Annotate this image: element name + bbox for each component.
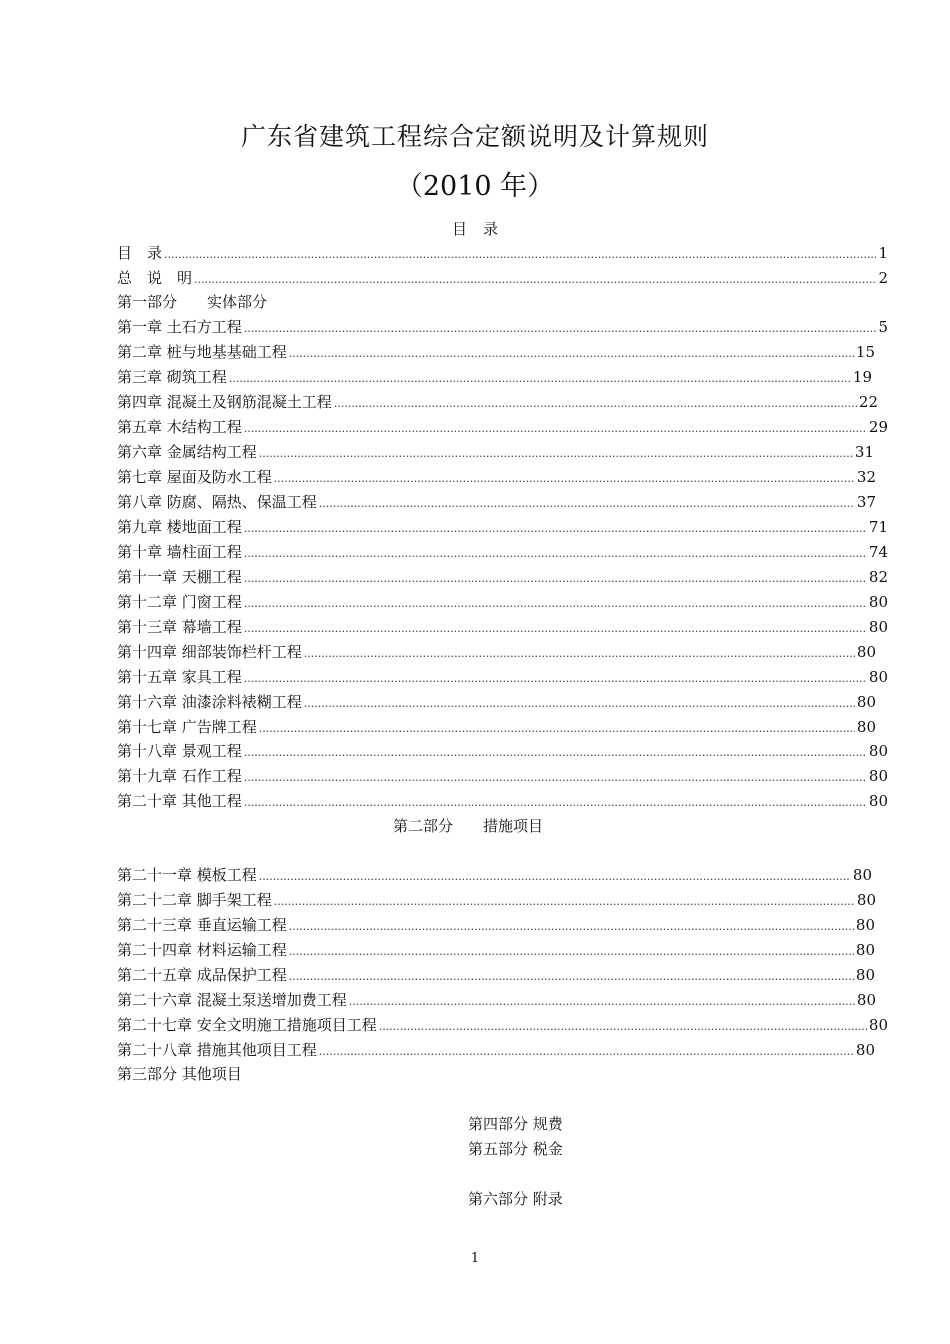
toc-entry-page: 80	[855, 966, 875, 984]
toc-entry-page: 71	[868, 518, 888, 536]
toc-leader	[319, 493, 855, 515]
document-subtitle: （2010 年）	[395, 171, 555, 202]
toc-heading-char: 目	[451, 220, 467, 238]
toc-leader	[259, 866, 851, 888]
toc-entry[interactable]	[117, 716, 876, 738]
toc-leader	[229, 368, 851, 390]
toc-entry-label: 第十三章 幕墙工程	[117, 618, 242, 636]
toc-entry-page: 31	[854, 443, 874, 461]
toc-entry-page: 80	[856, 891, 876, 909]
toc-entry-page: 80	[868, 767, 888, 785]
toc-entry-label: 第十五章 家具工程	[117, 668, 242, 686]
toc-entry-page: 29	[868, 418, 888, 436]
toc-entry[interactable]	[117, 316, 888, 338]
toc-entry[interactable]	[117, 616, 888, 638]
toc-entry-label: 第九章 楼地面工程	[117, 518, 242, 536]
part-heading: 第三部分 其他项目	[117, 1065, 242, 1083]
toc-leader	[304, 693, 855, 715]
toc-entry[interactable]	[117, 242, 888, 264]
toc-leader	[164, 244, 876, 266]
toc-entry-label: 第七章 屋面及防水工程	[117, 468, 272, 486]
toc-entry[interactable]	[117, 1039, 875, 1061]
toc-entry[interactable]	[117, 790, 888, 812]
toc-entry-label: 第十二章 门窗工程	[117, 593, 242, 611]
toc-entry-label: 第二十六章 混凝土泵送增加费工程	[117, 991, 347, 1009]
toc-entry-label: 第二十二章 脚手架工程	[117, 891, 272, 909]
toc-entry-label: 第二十一章 模板工程	[117, 866, 257, 884]
toc-leader	[274, 468, 855, 490]
toc-entry-page: 37	[856, 493, 876, 511]
toc-entry-page: 15	[855, 343, 875, 361]
toc-entry[interactable]	[117, 267, 888, 289]
toc-entry-page: 74	[868, 543, 888, 561]
toc-entry-label: 总 说 明	[117, 269, 193, 287]
toc-leader	[349, 991, 855, 1013]
toc-leader	[289, 343, 854, 365]
toc-entry-label: 第十四章 细部装饰栏杆工程	[117, 643, 302, 661]
document-title: 广东省建筑工程综合定额说明及计算规则	[240, 122, 709, 151]
toc-leader	[289, 916, 854, 938]
part-heading: 第六部分 附录	[468, 1190, 563, 1208]
toc-entry[interactable]	[117, 566, 888, 588]
toc-entry[interactable]	[117, 441, 874, 463]
toc-leader	[259, 443, 853, 465]
toc-entry[interactable]	[117, 641, 876, 663]
toc-entry-label: 第十八章 景观工程	[117, 742, 242, 760]
toc-entry[interactable]	[117, 964, 875, 986]
toc-entry-label: 第三章 砌筑工程	[117, 368, 227, 386]
part-heading: 第四部分 规费	[468, 1115, 563, 1133]
toc-entry-page: 19	[852, 368, 872, 386]
toc-entry-page: 5	[878, 318, 888, 336]
toc-entry-page: 80	[868, 618, 888, 636]
toc-entry-label: 第十一章 天棚工程	[117, 568, 242, 586]
toc-entry[interactable]	[117, 740, 888, 762]
toc-entry-page: 80	[855, 916, 875, 934]
toc-leader	[244, 767, 867, 789]
toc-entry-label: 第十章 墙柱面工程	[117, 543, 242, 561]
toc-entry-label: 第二十五章 成品保护工程	[117, 966, 287, 984]
toc-entry-page: 80	[868, 1016, 888, 1034]
toc-leader	[289, 966, 854, 988]
toc-leader	[334, 393, 857, 415]
toc-entry-label: 第十六章 油漆涂料裱糊工程	[117, 693, 302, 711]
toc-entry-page: 80	[852, 866, 872, 884]
toc-entry[interactable]	[117, 765, 888, 787]
toc-leader	[304, 643, 855, 665]
toc-leader	[244, 593, 867, 615]
toc-entry-label: 第一章 土石方工程	[117, 318, 242, 336]
toc-entry[interactable]	[117, 666, 888, 688]
toc-entry-label: 第四章 混凝土及钢筋混凝土工程	[117, 393, 332, 411]
toc-entry-page: 80	[856, 693, 876, 711]
toc-entry[interactable]	[117, 989, 876, 1011]
toc-entry-page: 32	[856, 468, 876, 486]
toc-entry[interactable]	[117, 516, 888, 538]
toc-leader	[194, 269, 876, 291]
toc-entry-label: 第二十章 其他工程	[117, 792, 242, 810]
toc-entry-page: 80	[855, 941, 875, 959]
toc-leader	[259, 718, 855, 740]
toc-entry[interactable]	[117, 591, 888, 613]
toc-entry[interactable]	[117, 341, 875, 363]
toc-leader	[274, 891, 855, 913]
toc-entry-page: 1	[878, 244, 888, 262]
toc-entry[interactable]	[117, 366, 872, 388]
toc-entry-page: 80	[855, 1041, 875, 1059]
toc-entry-label: 第二十八章 措施其他项目工程	[117, 1041, 317, 1059]
toc-entry-page: 80	[868, 792, 888, 810]
toc-entry[interactable]	[117, 391, 878, 413]
toc-entry[interactable]	[117, 889, 876, 911]
toc-entry-label: 第二十四章 材料运输工程	[117, 941, 287, 959]
part-heading: 第二部分 措施项目	[393, 817, 544, 835]
toc-leader	[319, 1041, 854, 1063]
toc-entry-label: 第五章 木结构工程	[117, 418, 242, 436]
toc-entry-page: 2	[878, 269, 888, 287]
toc-entry-label: 第六章 金属结构工程	[117, 443, 257, 461]
toc-entry-page: 80	[856, 991, 876, 1009]
toc-entry[interactable]	[117, 416, 888, 438]
toc-entry[interactable]	[117, 939, 875, 961]
part-heading: 第一部分 实体部分	[117, 293, 268, 311]
toc-entry-label: 第二章 桩与地基基础工程	[117, 343, 287, 361]
toc-entry[interactable]	[117, 1014, 888, 1036]
toc-leader	[244, 742, 867, 764]
toc-entry-label: 第八章 防腐、隔热、保温工程	[117, 493, 317, 511]
toc-leader	[244, 543, 867, 565]
toc-heading-char: 录	[483, 220, 499, 238]
toc-leader	[289, 941, 854, 963]
toc-leader	[244, 568, 867, 590]
toc-entry[interactable]	[117, 466, 876, 488]
part-heading: 第五部分 税金	[468, 1140, 563, 1158]
toc-leader	[244, 618, 867, 640]
toc-entry-label: 第二十三章 垂直运输工程	[117, 916, 287, 934]
toc-leader	[244, 792, 867, 814]
toc-leader	[244, 418, 867, 440]
toc-entry-page: 80	[856, 643, 876, 661]
toc-entry-label: 第十九章 石作工程	[117, 767, 242, 785]
toc-entry-page: 80	[868, 668, 888, 686]
toc-entry-label: 第二十七章 安全文明施工措施项目工程	[117, 1016, 377, 1034]
toc-entry-label: 第十七章 广告牌工程	[117, 718, 257, 736]
toc-entry[interactable]	[117, 541, 888, 563]
toc-entry[interactable]	[117, 914, 875, 936]
toc-heading	[0, 218, 950, 239]
toc-entry-page: 22	[858, 393, 878, 411]
toc-entry-page: 82	[868, 568, 888, 586]
toc-entry-page: 80	[868, 742, 888, 760]
toc-entry[interactable]	[117, 864, 872, 886]
toc-entry[interactable]	[117, 691, 876, 713]
toc-leader	[244, 318, 877, 340]
toc-leader	[244, 668, 867, 690]
toc-entry-label: 目 录	[117, 244, 163, 262]
page-number: 1	[470, 1251, 480, 1266]
toc-entry-page: 80	[856, 718, 876, 736]
toc-leader	[379, 1016, 867, 1038]
toc-entry[interactable]	[117, 491, 876, 513]
toc-leader	[244, 518, 867, 540]
toc-entry-page: 80	[868, 593, 888, 611]
